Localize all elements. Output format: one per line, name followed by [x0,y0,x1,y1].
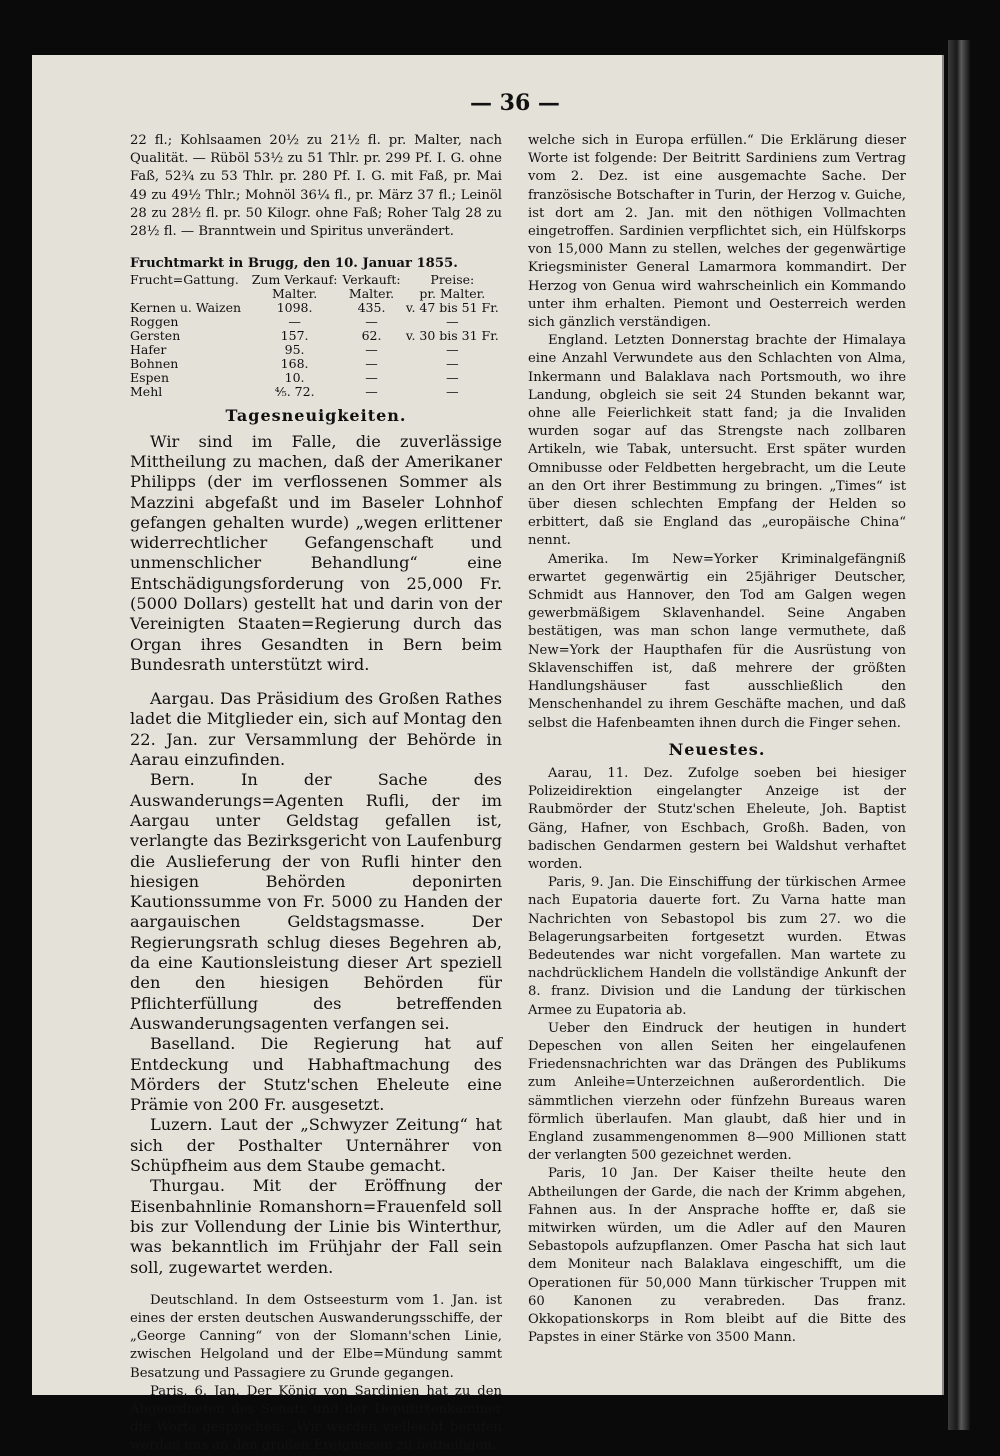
table-cell: Bohnen [130,356,179,372]
table-header: Preise: [430,272,475,288]
table-header: Frucht=Gattung. [130,272,239,288]
news-paragraph: Thurgau. Mit der Eröffnung der Eisenbahnlinie Romanshorn=Frauenfeld soll bis zur Vollendung der Linie bis Winterthur, was bekanntlich im Frühjahr der Fall sein soll, zugewartet werden. [130,1176,502,1277]
table-cell: 1098. [276,300,313,316]
table-cell: — [288,314,301,330]
table-cell: ⅘. 72. [274,384,315,400]
table-cell: — [365,314,378,330]
table-cell: — [365,342,378,358]
news-paragraph: Paris, 6. Jan. Der König von Sardinien hat zu den Abgeordneten des Senats und der Deputirtenkammer die Worte gesprochen: „Wir werden vielleicht berufen werden uns an den großen Ereignissen zu betheiligen, [130,1383,502,1454]
table-cell: v. 47 bis 51 Fr. [405,300,499,316]
news-paragraph: Aargau. Das Präsidium des Großen Rathes ladet die Mitglieder ein, sich auf Montag den 22. Jan. zur Versammlung der Behörde in Aarau einzufinden. [130,689,502,770]
table-cell: v. 30 bis 31 Fr. [405,328,499,344]
table-cell: 168. [280,356,309,372]
table-header-row [130,287,502,301]
table-cell: 157. [280,328,309,344]
table-header: Zum Verkauf: [251,272,338,288]
left-column [130,132,502,1456]
table-cell: 62. [361,328,382,344]
news-paragraph: Aarau, 11. Dez. Zufolge soeben bei hiesiger Polizeidirektion eingelangter Anzeige ist der Raubmörder der Stutz'schen Eheleute, Joh. Baptist Gäng, Hafner, von Eschbach, Großh. Baden, von badischen Gendarmen gestern bei Waldshut verhaftet worden. [528,765,906,872]
table-cell: — [365,356,378,372]
news-paragraph: welche sich in Europa erfüllen.“ Die Erklärung dieser Worte ist folgende: Der Beitritt Sardiniens zum Vertrag vom 2. Dez. ist eine ausgemachte Sache. Der französische Botschafter in Turin, der Herzog v. Guiche, ist dort am 2. Jan. mit den nöthigen Vollmachten eingetroffen. Sardinien verpflichtet sich, ein Hülfskorps von 15,000 Mann zu stellen, welches der gegenwärtige Kriegsminister General Lamarmora kommandirt. Der Herzog von Genua wird wahrscheinlich ein Kommando unter ihm erhalten. Piemont und Oesterreich werden sich gänzlich verständigen. [528,133,906,331]
table-cell: Roggen [130,314,179,330]
news-paragraph: Amerika. Im New=Yorker Kriminalgefängniß erwartet gegenwärtig ein 25jähriger Deutscher, Schmidt aus Hannover, den Tod am Galgen wegen gewerbmäßigem Sklavenhandel. Seine Angaben bestätigen, was man schon lange vermuthete, daß New=York der Haupthafen für die Ausrüstung von Sklavenschiffen ist, daß mehrere der größten Handlungshäuser fast ausschließlich den Menschenhandel zu ihrem Geschäfte machen, und daß selbst die Hafenbeamten ihnen durch die Finger sehen. [528,551,906,731]
section-heading-news: Tagesneuigkeiten. [225,406,407,426]
section-heading-latest: Neuestes. [668,739,766,759]
news-paragraph: Bern. In der Sache des Auswanderungs=Agenten Rufli, der im Aargau unter Geldstag gefallen ist, verlangte das Bezirksgericht von Laufenburg die Auslieferung der von Rufli hinter den hiesigen Behörden deponirten Kautionssumme von Fr. 5000 zu Handen der aargauischen Geldstagsmasse. Der Regierungsrath schlug dieses Begehren ab, da eine Kautionsleistung dieser Art speziell den den hiesigen Behörden für Pflichterfüllung des betreffenden Auswanderungsagenten verfangen sei. [130,770,502,1033]
table-header [130,287,249,301]
table-header: pr. Malter. [419,286,486,302]
table-cell: 95. [284,342,305,358]
table-cell: — [446,342,459,358]
table-cell: Espen [130,370,169,386]
table-row [130,301,502,315]
table-cell: — [446,356,459,372]
news-paragraph: Wir sind im Falle, die zuverlässige Mittheilung zu machen, daß der Amerikaner Philipps (der im verflossenen Sommer als Mazzini abgefaßt und im Baseler Lohnhof gefangen gehalten wurde) „wegen erlittener widerrechtlicher Gefangenschaft und unmenschlicher Behandlung“ eine Entschädigungsforderung von 25,000 Fr. (5000 Dollars) gestellt hat und darin von der Vereinigten Staaten=Regierung durch das Organ ihres Gesandten in Bern beim Bundesrath unterstützt wird. [130,431,502,674]
news-paragraph: England. Letzten Donnerstag brachte der Himalaya eine Anzahl Verwundete aus den Schlachten von Alma, Inkermann und Balaklava nach Portsmouth, wo ihre Landung, obgleich sie seit 24 Stunden bekannt war, ohne alle Feierlichkeit statt fand; ja die Invaliden wurden sogar auf das Strengste nach zollbaren Artikeln, wie Tabak, untersucht. Erst später wurden Omnibusse oder Feldbetten hergebracht, um die Leute an den Ort ihrer Bestimmung zu bringen. „Times“ ist über diesen schlechten Empfang der Helden so erbittert, daß sie England das „europäische China“ nennt. [528,333,906,549]
table-row [130,329,502,343]
table-cell: Mehl [130,384,163,400]
right-column [528,132,906,1347]
book-spine-edge [948,40,970,1430]
table-cell: Gersten [130,328,181,344]
table-header: Verkauft: [342,272,401,288]
table-cell: Kernen u. Waizen [130,300,242,316]
table-header: Malter. [271,286,318,302]
news-paragraph: Ueber den Eindruck der heutigen in hundert Depeschen von allen Seiten her eingelaufenen Friedensnachrichten war das Drängen des Publikums zum Anleihe=Unterzeichnen außerordentlich. Die sämmtlichen vierzehn oder fünfzehn Bureaus waren förmlich überlaufen. Man glaubt, daß hier und in England zusammengenommen 8—900 Millionen statt der verlangten 500 gezeichnet werden. [528,1020,906,1164]
table-cell: — [365,384,378,400]
table-cell: — [446,314,459,330]
table-cell: 10. [284,370,305,386]
table-row [130,315,502,329]
market-report-text: 22 fl.; Kohlsaamen 20½ zu 21½ fl. pr. Malter, nach Qualität. — Rüböl 53½ zu 51 Thlr. pr. 299 Pf. I. G. ohne Faß, 52¾ zu 53 Thlr. pr. 280 Pf. I. G. mit Faß, pr. Mai 49 zu 49½ Thlr.; Mohnöl 36¼ fl., pr. März 37 fl.; Leinöl 28 zu 28½ fl. pr. 50 Kilogr. ohne Faß; Roher Talg 28 zu 28½ fl. — Branntwein und Spiritus unverändert. [130,133,502,240]
table-cell: — [446,384,459,400]
news-paragraph: Luzern. Laut der „Schwyzer Zeitung“ hat sich der Posthalter Unternährer von Schüpfheim aus dem Staube gemacht. [130,1115,502,1176]
news-paragraph: Paris, 9. Jan. Die Einschiffung der türkischen Armee nach Eupatoria dauerte fort. Zu Varna hatte man Nachrichten von Sebastopol bis zum 27. wo die Belagerungsarbeiten fortgesetzt wurden. Etwas Bedeutendes war nicht vorgefallen. Man wartete zu nachdrücklichem Handeln die vollständige Ankunft der 8. franz. Division und die Landung der türkischen Armee zu Eupatoria ab. [528,875,906,1018]
table-cell: 435. [357,300,386,316]
table-cell: — [365,370,378,386]
news-paragraph: Deutschland. In dem Ostseesturm vom 1. Jan. ist eines der ersten deutschen Auswanderungsschiffe, der „George Canning“ von der Slomann'schen Linie, zwischen Helgoland und der Elbe=Mündung sammt Besatzung und Passagiere zu Grunde gegangen. [130,1292,502,1381]
page-number: — 36 — [470,90,560,116]
table-row [130,343,502,357]
table-row [130,385,502,399]
table-header-row [130,273,502,287]
news-paragraph: Baselland. Die Regierung hat auf Entdeckung und Habhaftmachung des Mörders der Stutz'schen Eheleute eine Prämie von 200 Fr. ausgesetzt. [130,1034,502,1115]
news-paragraph: Paris, 10 Jan. Der Kaiser theilte heute den Abtheilungen der Garde, die nach der Krimm abgehen, Fahnen aus. In der Ansprache hoffte er, daß sie mitwirken würden, um die Adler auf den Mauren Sebastopols aufzupflanzen. Omer Pascha hat sich laut dem Moniteur nach Balaklava eingeschifft, um die Operationen für 50,000 Mann türkischer Truppen mit 60 Kanonen zu verabreden. Das franz. Okkopationskorps in Rom bleibt auf die Bitte des Papstes in einer Stärke von 3500 Mann. [528,1166,906,1346]
table-cell: — [446,370,459,386]
table-row [130,357,502,371]
table-cell: Hafer [130,342,167,358]
grain-market-table [130,273,502,399]
table-header: Malter. [348,286,395,302]
table-row [130,371,502,385]
market-title: Fruchtmarkt in Brugg, den 10. Januar 1855. [130,256,458,272]
